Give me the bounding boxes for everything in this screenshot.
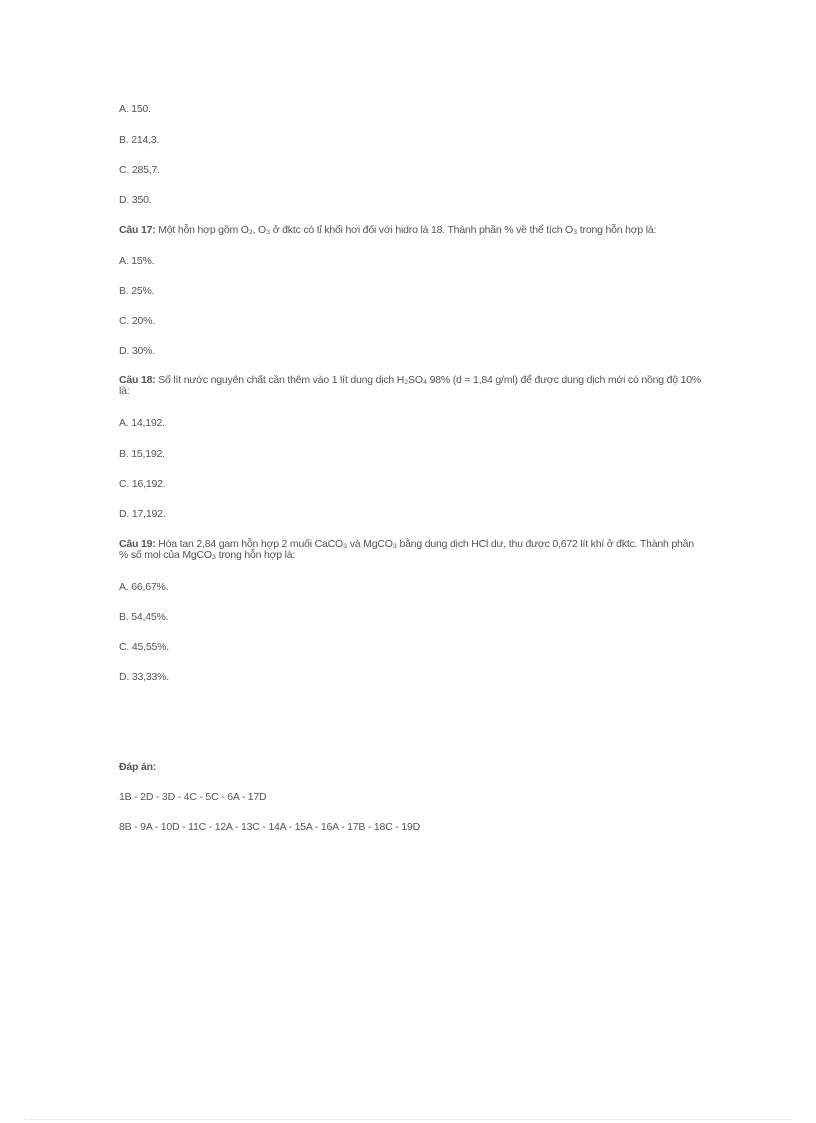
answers-title: Đáp án: — [119, 761, 157, 773]
q16-option-a: A. 150. — [119, 103, 151, 115]
answers-line-1: 1B - 2D - 3D - 4C - 5C - 6A - 17D — [119, 791, 267, 803]
q18-option-a: A. 14,192. — [119, 417, 165, 429]
question-18 — [119, 375, 704, 397]
question-18-label: Câu 18: — [119, 374, 156, 386]
answers-line-2: 8B - 9A - 10D - 11C - 12A - 13C - 14A - 15A - 16A - 17B - 18C - 19D — [119, 821, 420, 833]
q17-option-b: B. 25%. — [119, 285, 155, 297]
question-18-text: Số lít nước nguyên chất cần thêm vào 1 lít dung dịch H₂SO₄ 98% (d = 1,84 g/ml) để được dung dịch mới có nồng độ 10% là: — [119, 374, 702, 397]
q17-option-c: C. 20%. — [119, 315, 155, 327]
q18-option-b: B. 15,192. — [119, 448, 165, 460]
q19-option-b: B. 54,45%. — [119, 611, 169, 623]
question-17-label: Câu 17: — [119, 224, 156, 236]
question-19-text: Hòa tan 2,84 gam hỗn hợp 2 muối CaCO₃ và MgCO₃ bằng dung dịch HCl dư, thu được 0,672 lít khí ở đktc. Thành phần % số mol của MgCO₃ trong hỗn hợp là: — [119, 538, 694, 561]
question-17 — [119, 225, 704, 236]
q19-option-a: A. 66,67%. — [119, 581, 169, 593]
q17-option-a: A. 15%. — [119, 255, 155, 267]
question-19 — [119, 539, 704, 561]
q16-option-b: B. 214,3. — [119, 134, 160, 146]
q16-option-c: C. 285,7. — [119, 164, 160, 176]
page-bottom-divider — [24, 1119, 792, 1120]
q18-option-d: D. 17,192. — [119, 508, 166, 520]
q19-option-c: C. 45,55%. — [119, 641, 169, 653]
q17-option-d: D. 30%. — [119, 345, 155, 357]
question-19-label: Câu 19: — [119, 538, 156, 550]
q18-option-c: C. 16,192. — [119, 478, 166, 490]
question-17-text: Một hỗn hợp gồm O₂, O₃ ở đktc có tỉ khối hơi đối với hidro là 18. Thành phần % về thể tích O₃ trong hỗn hợp là: — [155, 224, 657, 236]
q16-option-d: D. 350. — [119, 194, 152, 206]
q19-option-d: D. 33,33%. — [119, 671, 169, 683]
